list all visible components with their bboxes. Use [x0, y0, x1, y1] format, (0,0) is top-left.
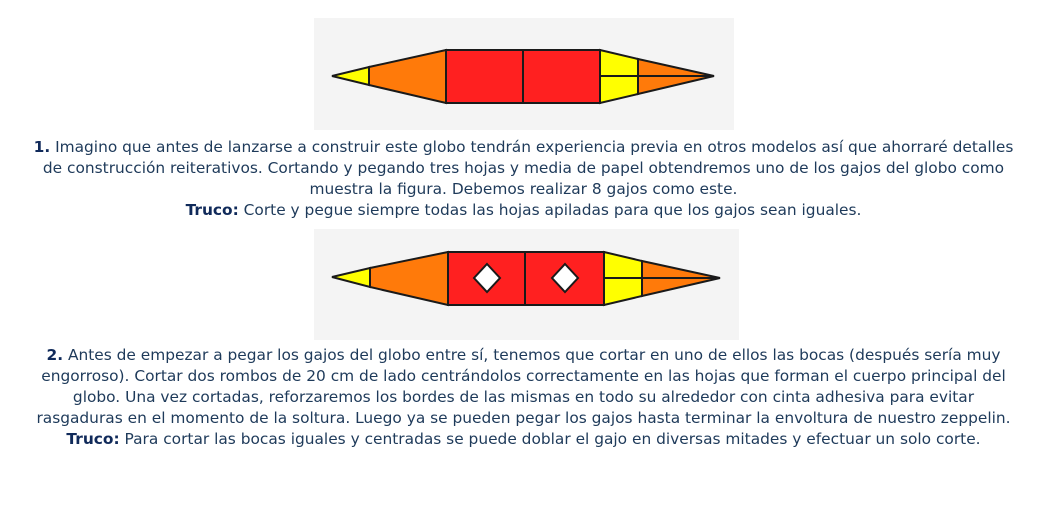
step-2-tip-text: Para cortar las bocas iguales y centradas se puede doblar el gajo en diversas mitades y efectuar un solo corte. [119, 430, 981, 448]
gore-drawing [314, 18, 734, 130]
step-1-text: Imagino que antes de lanzarse a construir este globo tendrán experiencia previa en otros modelos así que ahorraré detalles de construcción reiterativos. Cortando y pegando tres hojas y media de papel obtendremos uno de los gajos del globo como muestra la figura. Debemos realizar 8 gajos como este. [42, 138, 1014, 198]
right-yellow-top [600, 50, 638, 76]
left-tip-yellow [332, 268, 370, 287]
step-2-paragraph [30, 345, 1017, 450]
step-1-paragraph [30, 137, 1017, 221]
left-section-orange [370, 252, 448, 305]
step-2-number: 2. [46, 346, 64, 364]
step-1-tip-label: Truco: [185, 201, 239, 219]
step-1-number: 1. [33, 138, 51, 156]
right-yellow-bottom [604, 278, 642, 305]
left-section-orange [369, 50, 446, 103]
body-sheet-left [446, 50, 523, 103]
step-2-tip-label: Truco: [66, 430, 120, 448]
gore-with-mouths-diagram [314, 229, 739, 340]
step-2-text: Antes de empezar a pegar los gajos del globo entre sí, tenemos que cortar en uno de ellos las bocas (después sería muy engorroso). Cortar dos rombos de 20 cm de lado centrándolos correctamente en las hojas que forman el cuerpo principal del globo. Una vez cortadas, reforzaremos los bordes de las mismas en todo su alrededor con cinta adhesiva para evitar rasgaduras en el momento de la soltura. Luego ya se pueden pegar los gajos hasta terminar la envoltura de nuestro zeppelin. [36, 346, 1011, 427]
gore-mouths-drawing [314, 229, 739, 340]
right-yellow-top [604, 252, 642, 278]
right-yellow-bottom [600, 76, 638, 103]
step-1-tip-text: Corte y pegue siempre todas las hojas apiladas para que los gajos sean iguales. [238, 201, 862, 219]
gore-diagram [314, 18, 734, 130]
body-sheet-right [523, 50, 600, 103]
left-tip-yellow [332, 67, 369, 85]
